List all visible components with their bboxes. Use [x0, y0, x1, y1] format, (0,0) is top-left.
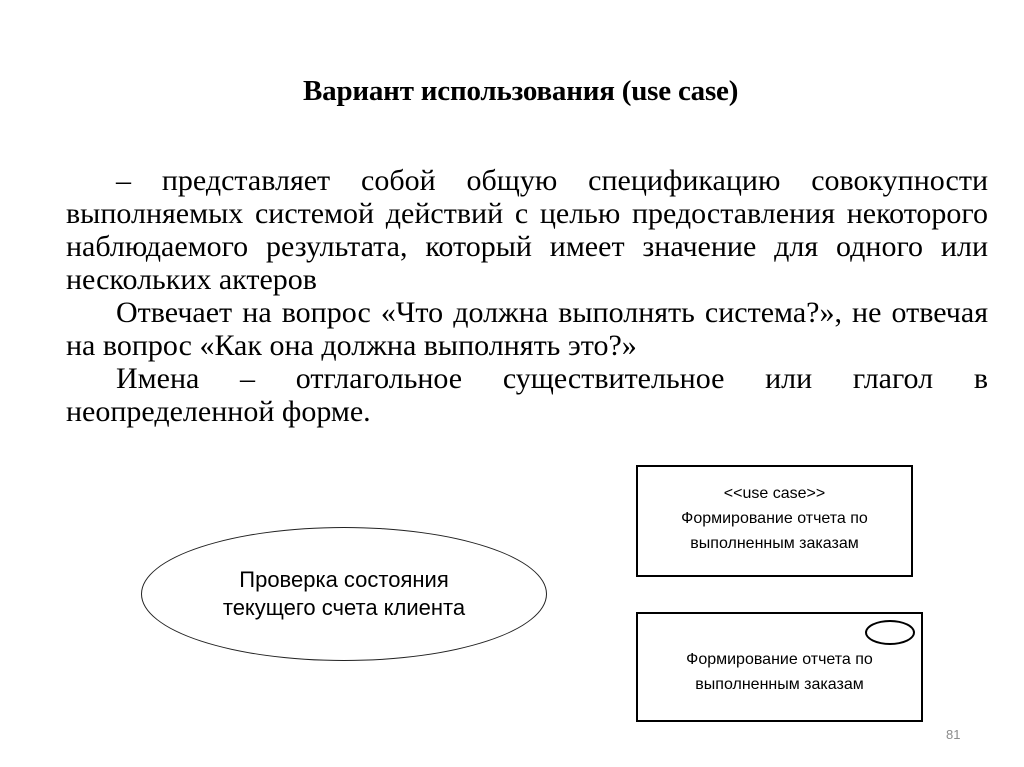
paragraph-definition: – представляет собой общую спецификацию совокупности выполняемых системой действий с целью предоставления некоторого наблюдаемого результата, который имеет значение для одного или нескольких актеров: [66, 164, 988, 296]
icon-box-line2: выполненным заказам: [695, 676, 864, 693]
stereotype-box-line2: выполненным заказам: [690, 535, 859, 552]
paragraph-names: Имена – отглагольное существительное или глагол в неопределенной форме.: [66, 362, 988, 428]
stereotype-label: <<use case>>: [723, 485, 826, 502]
definition-text: [66, 164, 988, 428]
use-case-stereotype-box: [636, 465, 913, 577]
use-case-ellipse: [141, 527, 547, 661]
ellipse-label-line2: текущего счета клиента: [222, 595, 466, 620]
page-number: 81: [946, 727, 961, 742]
ellipse-icon: [865, 620, 915, 645]
slide-title: Вариант использования (use case): [303, 75, 739, 107]
icon-box-line1: Формирование отчета по: [686, 651, 873, 668]
ellipse-label-line1: Проверка состояния: [239, 567, 449, 592]
use-case-icon-box: [636, 612, 923, 722]
stereotype-box-line1: Формирование отчета по: [681, 510, 868, 527]
paragraph-question: Отвечает на вопрос «Что должна выполнять система?», не отвечая на вопрос «Как она должна выполнять это?»: [66, 296, 988, 362]
